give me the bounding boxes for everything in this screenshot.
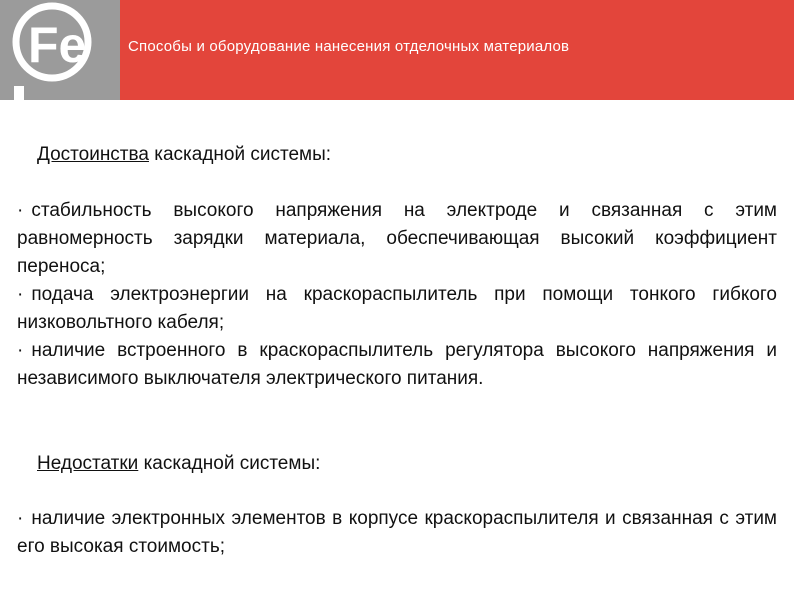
advantages-heading [37, 141, 331, 169]
disadvantages-heading [37, 450, 320, 478]
advantages-heading-rest: каскадной системы: [148, 144, 332, 165]
advantages-heading-keyword: Достоинства [37, 144, 149, 165]
bullet-icon: · [17, 340, 24, 361]
advantage-item-text: стабильность высокого напряжения на электроде и связанная с этим равномерность зарядки материала, обеспечивающая высокий коэффициент переноса; [17, 200, 777, 277]
advantage-item-text: подача электроэнергии на краскораспылитель при помощи тонкого гибкого низковольтного кабеля; [17, 284, 777, 333]
disadvantages-heading-rest: каскадной системы: [138, 453, 321, 474]
bullet-icon: · [17, 284, 24, 305]
advantage-item [17, 197, 777, 281]
disadvantage-item [17, 505, 777, 561]
svg-text:Fe: Fe [28, 17, 87, 73]
bullet-icon: · [17, 200, 24, 221]
advantage-item-text: наличие встроенного в краскораспылитель регулятора высокого напряжения и независимого выключателя электрического питания. [17, 340, 777, 389]
advantage-item [17, 281, 777, 337]
fe-logo-icon [0, 0, 120, 100]
logo [0, 0, 120, 100]
bullet-icon: · [17, 508, 24, 529]
slide-title: Способы и оборудование нанесения отделочных материалов [128, 38, 570, 55]
advantage-item [17, 337, 777, 393]
disadvantages-heading-keyword: Недостатки [37, 453, 139, 474]
disadvantage-item-text: наличие электронных элементов в корпусе краскораспылителя и связанная с этим его высокая стоимость; [17, 508, 777, 557]
